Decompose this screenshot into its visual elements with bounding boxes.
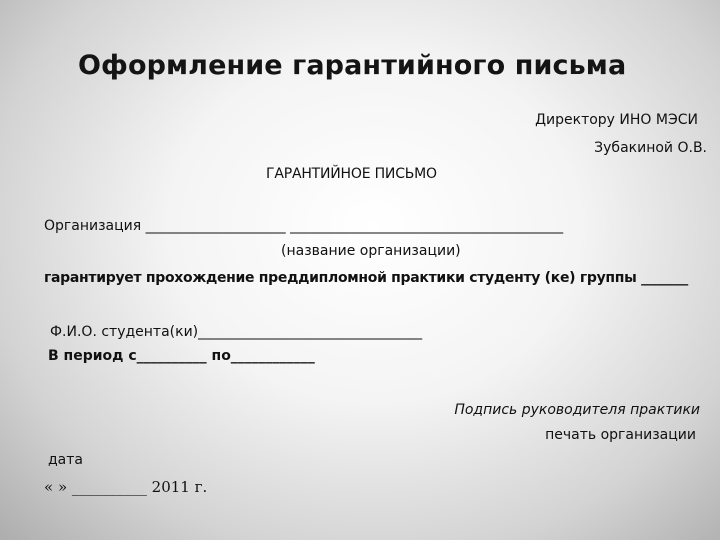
supervisor-signature-label: Подпись руководителя практики xyxy=(454,402,700,418)
organization-stamp-label: печать организации xyxy=(545,427,696,443)
period-line: В период с__________ по____________ xyxy=(48,348,315,364)
organization-line: Организация ____________________ _______________________________________ xyxy=(44,218,564,234)
date-line: « » __________ 2011 г. xyxy=(44,478,208,496)
recipient-line-director: Директору ИНО МЭСИ xyxy=(535,112,698,128)
organization-caption: (название организации) xyxy=(281,243,461,259)
recipient-line-name: Зубакиной О.В. xyxy=(594,140,707,156)
guarantee-statement: гарантирует прохождение преддипломной практики студенту (ке) группы _______ xyxy=(44,270,688,286)
page-title: Оформление гарантийного письма xyxy=(78,50,627,81)
letter-heading: ГАРАНТИЙНОЕ ПИСЬМО xyxy=(266,166,437,182)
date-label: дата xyxy=(48,452,83,468)
student-name-line: Ф.И.О. студента(ки)________________________________ xyxy=(50,324,423,340)
